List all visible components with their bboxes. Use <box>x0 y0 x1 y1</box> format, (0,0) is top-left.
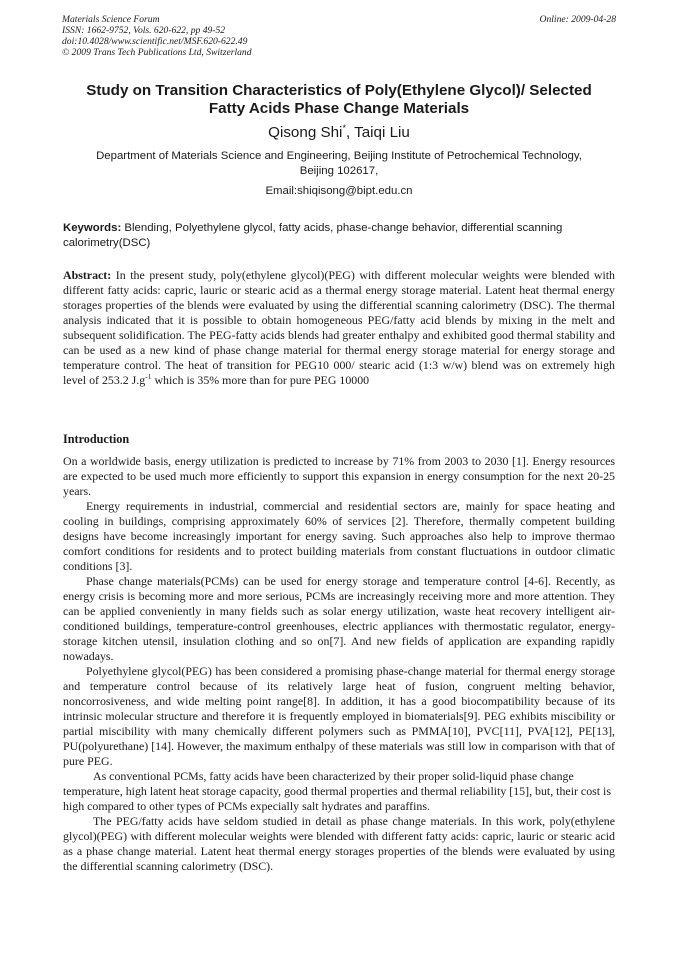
keywords-text: Blending, Polyethylene glycol, fatty acids, phase-change behavior, differential scanning calorimetry(DSC) <box>63 222 563 249</box>
journal-name: Materials Science Forum <box>62 14 160 25</box>
journal-header <box>62 14 616 58</box>
abstract-tail: which is 35% more than for pure PEG 10000 <box>151 373 370 387</box>
keywords-label: Keywords: <box>63 222 122 234</box>
online-date: Online: 2009-04-28 <box>539 14 616 25</box>
intro-paragraph-4: Polyethylene glycol(PEG) has been considered a promising phase-change material for thermal energy storage and temperature control because of its relatively large heat of fusion, congruent melting behavior, noncorrosiveness, and wide melting point range[8]. In addition, it has a good biocompatibility because of its intrinsic molecular structure and therefore it is frequently employed in biomaterials[9]. PEG exhibits miscibility or partial miscibility with many chemically different polymers such as PMMA[10], PVC[11], PVA[12], PE[13], PU(polyurethane) [14]. However, the maximum enthalpy of these materials was still low in comparison with that of pure PEG. <box>63 664 615 768</box>
doi-line[interactable]: doi:10.4028/www.scientific.net/MSF.620-622.49 <box>62 36 248 47</box>
title-line-2: Fatty Acids Phase Change Materials <box>208 100 470 117</box>
intro-paragraph-1: On a worldwide basis, energy utilization is predicted to increase by 71% from 2003 to 2030 [1]. Energy resources are expected to be used much more efficiently to support this expansion in energy consumption for the next 20-25 years. <box>63 454 615 498</box>
title-line-1: Study on Transition Characteristics of Poly(Ethylene Glycol)/ Selected <box>86 82 592 99</box>
paper-title <box>56 82 622 118</box>
author-shi: Qisong Shi <box>268 124 343 141</box>
issn-line: ISSN: 1662-9752, Vols. 620-622, pp 49-52 <box>62 25 226 36</box>
copyright-line: © 2009 Trans Tech Publications Ltd, Switzerland <box>62 47 252 58</box>
intro-paragraph-6: The PEG/fatty acids have seldom studied in detail as phase change materials. In this work, poly(ethylene glycol)(PEG) with different molecular weights were blended with different fatty acids: capric, lauric or stearic acid as a phase change material. Latent heat thermal energy storages properties of the blends were evaluated by using the differential scanning calorimetry (DSC). <box>63 814 615 873</box>
introduction-body <box>63 454 615 874</box>
abstract <box>63 268 615 388</box>
keywords <box>63 221 615 250</box>
affiliation-line-1: Department of Materials Science and Engineering, Beijing Institute of Petrochemical Technology, <box>96 150 582 162</box>
abstract-label: Abstract: <box>63 268 112 282</box>
affiliation-line-2: Beijing 102617, <box>299 165 379 177</box>
unit-superscript: -1 <box>145 372 152 382</box>
author-liu: , Taiqi Liu <box>345 124 410 141</box>
author-email[interactable]: Email:shiqisong@bipt.edu.cn <box>265 185 413 197</box>
affiliation <box>60 149 618 179</box>
corresponding-author-mark: * <box>342 122 346 133</box>
intro-paragraph-5: As conventional PCMs, fatty acids have been characterized by their proper solid-liquid phase change temperature, high latent heat storage capacity, good thermal properties and thermal reliability [15], but, their cost is high compared to other types of PCMs expecially salt hydrates and paraffins. <box>63 769 611 813</box>
author-list <box>56 123 622 142</box>
introduction-heading: Introduction <box>63 432 130 446</box>
intro-paragraph-2: Energy requirements in industrial, commercial and residential sectors are, mainly for space heating and cooling in buildings, comprising approximately 60% of services [2]. Therefore, thermally competent building designs have become increasingly important for energy saving. Such approaches also help to improve thermao comfort conditions for residents and to protect building materials from constant fluctuations in outdoor climatic conditions [3]. <box>63 499 615 573</box>
intro-paragraph-3: Phase change materials(PCMs) can be used for energy storage and temperature control [4-6]. Recently, as energy crisis is becoming more and more serious, PCMs are increasingly receiving more and more attention. They can be applied conveniently in many fields such as solar energy utilization, waste heat recovery intelligent air-conditioned buildings, temperature-control greenhouses, electric appliances with thermostatic regulator, energy-storage kitchen utensil, insulation clothing and so on[7]. And new fields of application are expanding rapidly nowadays. <box>63 574 615 663</box>
abstract-text: In the present study, poly(ethylene glycol)(PEG) with different molecular weights were blended with different fatty acids: capric, lauric or stearic acid as a thermal energy storage material. Latent heat thermal energy storages properties of the blends were evaluated by using the differential scanning calorimetry (DSC). The thermal analysis indicated that it is possible to obtain homogeneous PEG/fatty acid blends by mixing in the melt and subsequent solidification. The PEG-fatty acids blends had greater enthalpy and exhibited good thermal stability and can be used as a new kind of phase change material for thermal energy storage material for energy storage and temperature control. The heat of transition for PEG10 000/ stearic acid (1:3 w/w) blend was on extremely high level of 253.2 J.g <box>63 268 615 387</box>
